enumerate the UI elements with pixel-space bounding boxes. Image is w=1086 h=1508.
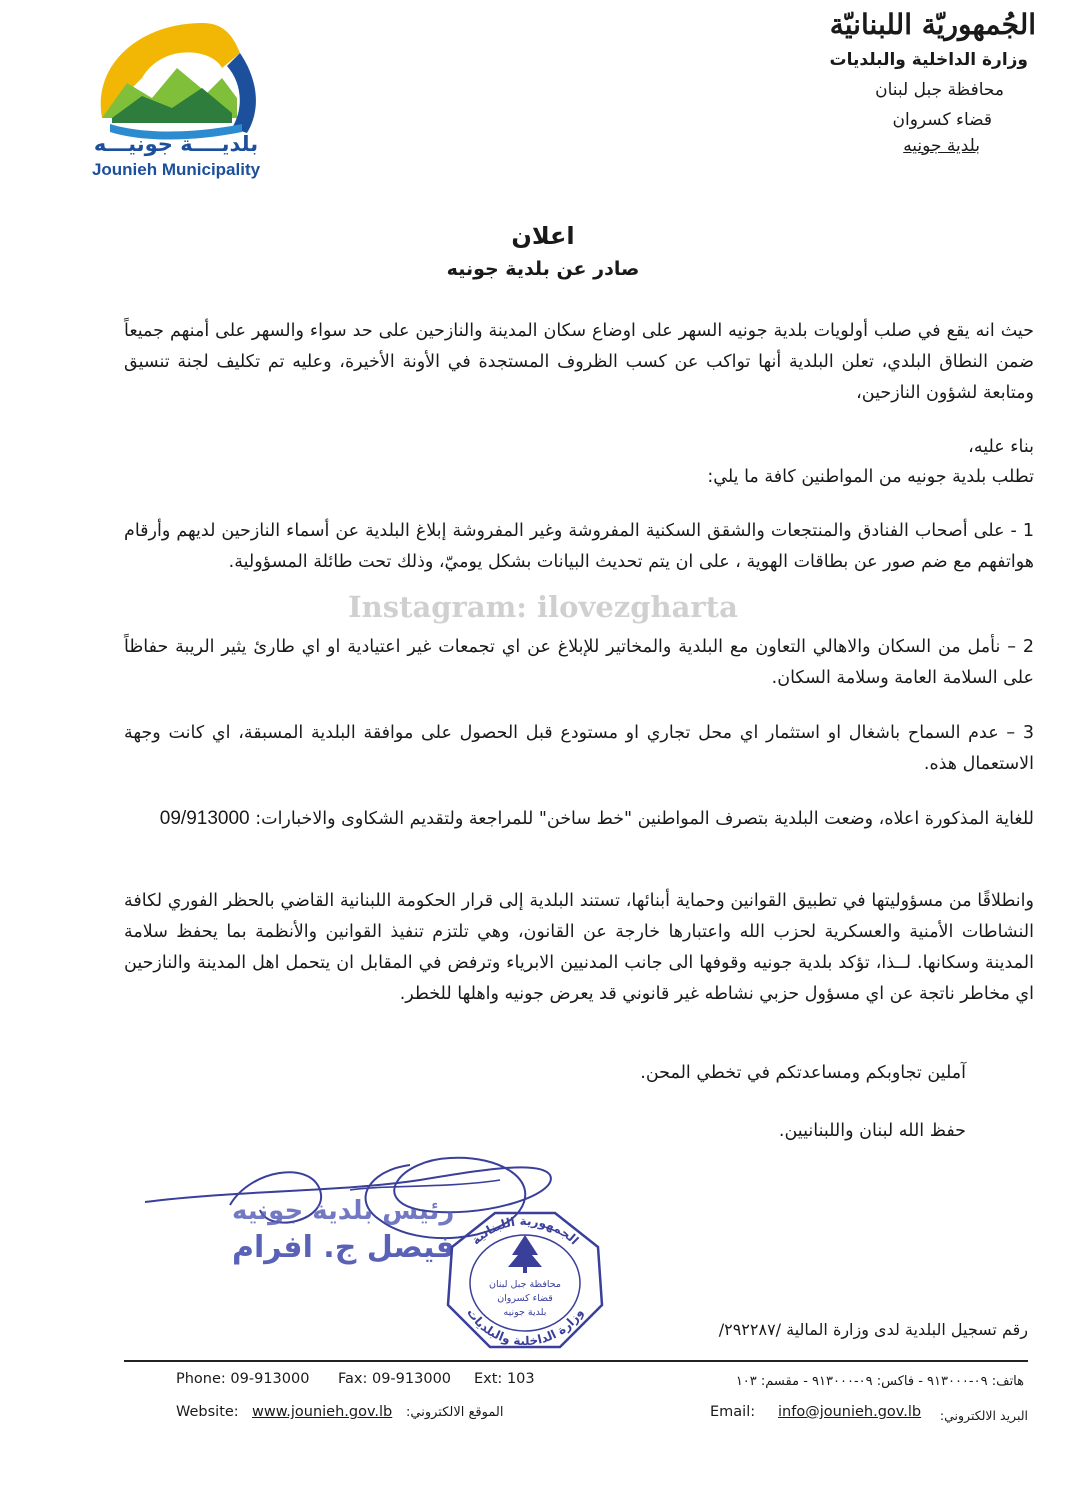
letterhead-block [736,8,1036,156]
list-item-3: 3 – عدم السماح باشغال او استثمار اي محل تجاري او مستودع قبل الحصول على موافقة البلدية المسبقة، اي كانت وجهة الاستعمال هذه. [124,723,1034,774]
registration-number: رقم تسجيل البلدية لدى وزارة المالية /٢٩٢٢٨٧/ [718,1320,1028,1339]
hotline-text: للغاية المذكورة اعلاه، وضعت البلدية بتصرف المواطنين "خط ساخن" للمراجعة ولتقديم الشكاوى والاخبارات: [255,809,1034,829]
footer-phone [176,1371,309,1387]
email-link[interactable]: info@jounieh.gov.lb [778,1404,922,1420]
fax-label: Fax: [338,1371,368,1387]
ext-value: 103 [506,1371,535,1387]
email-label: Email: [710,1404,756,1420]
district-name: قضاء كسروان [892,110,992,130]
footer-divider [124,1360,1028,1362]
request-line: تطلب بلدية جونيه من المواطنين كافة ما يلي: [707,467,1034,487]
logo-english-name: Jounieh Municipality [91,160,261,179]
stamp-line-1: محافظة جبل لبنان [488,1279,562,1290]
based-on-line: بناء عليه، [968,437,1034,457]
intro-paragraph: حيث انه يقع في صلب أولويات بلدية جونيه السهر على اوضاع سكان المدينة والنازحين على حد سواء والسهر على أمنهم جميعاً ضمن النطاق البلدي، تعلن البلدية أنها تواكب عن كسب الظروف المستجدة في الأونة الأخيرة، وعليه تم تكليف لجنة تنسيق ومتابعة لشؤون النازحين، [124,321,1034,403]
watermark-text: Instagram: ilovezgharta [348,590,738,624]
website-label: Website: [176,1404,239,1420]
list-item-2: 2 – نأمل من السكان والاهالي التعاون مع البلدية والمخاتير للإبلاغ عن اي تجمعات غير اعتيادية او اي طارئ يثير الريبة حفاظاً على السلامة العامة وسلامة السكان. [124,637,1034,688]
blessing-line: حفظ الله لبنان واللبنانيين. [778,1121,966,1141]
official-stamp-icon [440,1205,610,1355]
logo-arabic-name: بلديــــة جونيـــه [93,132,259,156]
footer-fax [338,1371,451,1387]
hotline-number: 09/913000 [159,808,250,829]
phone-value: 09-913000 [230,1371,310,1387]
website-label-arabic: الموقع الالكتروني: [406,1405,504,1420]
phone-label: Phone: [176,1371,226,1387]
signatory-name: فيصل ج. افرام [232,1230,455,1265]
ministry-name: وزارة الداخلية والبلديات [829,50,1028,70]
announcement-subtitle: صادر عن بلدية جونيه [446,258,640,280]
footer-ext [474,1371,535,1387]
announcement-title: اعلان [511,222,575,250]
signatory-title: رئيس بلدية جونيه [232,1196,455,1226]
stamp-ring-top: الجمهورية اللبنانية [468,1213,582,1248]
municipality-name: بلدية جونيه [903,136,980,156]
list-item-1: 1 - على أصحاب الفنادق والمنتجعات والشقق السكنية المفروشة وغير المفروشة إبلاغ البلدية عن أسماء النازحين لديهم وأرقام هواتفهم مع ضم صور عن بطاقات الهوية ، على ان يتم تحديث البيانات بشكل يوميّ، وذلك تحت طائلة المسؤولية. [124,521,1034,572]
hotline-paragraph [124,803,1034,835]
governorate-name: محافظة جبل لبنان [875,80,1004,100]
stamp-line-2: قضاء كسروان [497,1293,553,1304]
republic-title: الجُمهوريّة اللبنانيّة [829,8,1036,41]
ext-label: Ext: [474,1371,503,1387]
footer-arabic-contacts: هاتف: ٠٩-٩١٣٠٠٠ - فاكس: ٠٩-٩١٣٠٠٠ - مقسم: ١٠٣ [735,1374,1024,1389]
website-link[interactable]: www.jounieh.gov.lb [252,1404,393,1420]
stamp-ring-bottom: وزارة الداخلية والبلديات [464,1305,586,1349]
responsibility-paragraph: وانطلاقًا من مسؤوليتها في تطبيق القوانين وحماية أبنائها، تستند البلدية إلى قرار الحكومة اللبنانية القاضي بالحظر الفوري لكافة النشاطات الأمنية والعسكرية لحزب الله واعتبارها خارجة عن القانون، وهي تلتزم تنفيذ القوانين والأنظمة بما يحفظ سلامة المدينة وسكانها. لــذا، تؤكد بلدية جونيه وقوفها الى جانب المدنيين الابرياء وترفض في المقابل ان يتحمل اهل المدينة والنازحين اي مخاطر ناتجة عن اي مسؤول حزبي نشاطه غير قانوني قد يعرض جونيه واهلها للخطر. [124,891,1034,1004]
hope-line: آملين تجاوبكم ومساعدتكم في تخطي المحن. [640,1063,966,1083]
fax-value: 09-913000 [371,1371,452,1387]
stamp-line-3: بلدية جونيه [503,1307,547,1318]
email-label-arabic: البريد الالكتروني: [939,1408,1028,1423]
